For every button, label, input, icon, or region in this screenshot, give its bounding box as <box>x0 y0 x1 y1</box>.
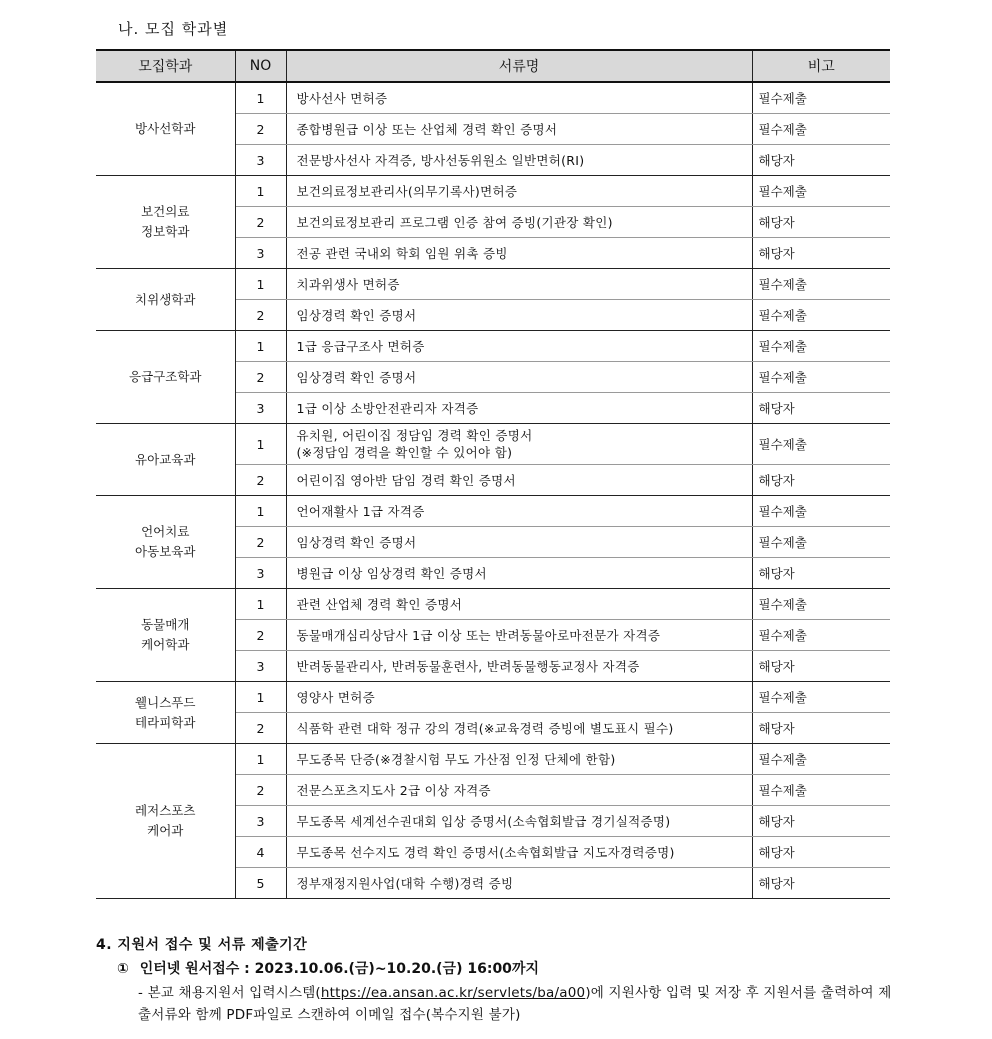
note-cell: 필수제출 <box>752 682 890 713</box>
document-cell: 1급 이상 소방안전관리자 자격증 <box>286 393 752 424</box>
note-cell: 필수제출 <box>752 620 890 651</box>
header-doc: 서류명 <box>286 50 752 82</box>
no-cell: 1 <box>235 82 286 114</box>
note-cell: 필수제출 <box>752 496 890 527</box>
instructions-suffix: )에 지원사항 입력 및 저장 후 지원서를 출력하여 제출서류와 함께 PDF파일로 스캔하여 이메일 접수(복수지원 불가) <box>138 985 892 1023</box>
document-cell: 보건의료정보관리사(의무기록사)면허증 <box>286 176 752 207</box>
application-period <box>117 958 539 978</box>
table-row <box>96 82 890 114</box>
dept-cell: 보건의료 정보학과 <box>96 176 235 269</box>
document-cell: 동물매개심리상담사 1급 이상 또는 반려동물아로마전문가 자격증 <box>286 620 752 651</box>
no-cell: 2 <box>235 207 286 238</box>
note-cell: 해당자 <box>752 238 890 269</box>
note-cell: 필수제출 <box>752 424 890 465</box>
dept-cell: 웰니스푸드 테라피학과 <box>96 682 235 744</box>
dept-cell: 언어치료 아동보육과 <box>96 496 235 589</box>
document-cell: 치과위생사 면허증 <box>286 269 752 300</box>
dept-cell: 레저스포츠 케어과 <box>96 744 235 899</box>
no-cell: 1 <box>235 269 286 300</box>
no-cell: 2 <box>235 362 286 393</box>
note-cell: 해당자 <box>752 145 890 176</box>
note-cell: 해당자 <box>752 713 890 744</box>
document-table <box>96 49 890 899</box>
no-cell: 1 <box>235 589 286 620</box>
note-cell: 필수제출 <box>752 300 890 331</box>
table-row <box>96 331 890 362</box>
document-cell: 언어재활사 1급 자격증 <box>286 496 752 527</box>
dept-cell: 응급구조학과 <box>96 331 235 424</box>
document-cell: 어린이집 영아반 담임 경력 확인 증명서 <box>286 465 752 496</box>
no-cell: 1 <box>235 496 286 527</box>
note-cell: 필수제출 <box>752 176 890 207</box>
no-cell: 5 <box>235 868 286 899</box>
dept-cell: 동물매개 케어학과 <box>96 589 235 682</box>
table-row <box>96 269 890 300</box>
dept-cell: 치위생학과 <box>96 269 235 331</box>
no-cell: 3 <box>235 393 286 424</box>
note-cell: 필수제출 <box>752 589 890 620</box>
document-cell: 관련 산업체 경력 확인 증명서 <box>286 589 752 620</box>
document-cell: 무도종목 선수지도 경력 확인 증명서(소속협회발급 지도자경력증명) <box>286 837 752 868</box>
document-cell: 종합병원급 이상 또는 산업체 경력 확인 증명서 <box>286 114 752 145</box>
table-row <box>96 496 890 527</box>
note-cell: 필수제출 <box>752 269 890 300</box>
note-cell: 해당자 <box>752 806 890 837</box>
document-cell: 전문스포츠지도사 2급 이상 자격증 <box>286 775 752 806</box>
no-cell: 2 <box>235 300 286 331</box>
table-row <box>96 682 890 713</box>
no-cell: 3 <box>235 238 286 269</box>
document-cell: 무도종목 단증(※경찰시험 무도 가산점 인정 단체에 한함) <box>286 744 752 775</box>
note-cell: 필수제출 <box>752 331 890 362</box>
section-heading: 나. 모집 학과별 <box>118 20 229 38</box>
no-cell: 2 <box>235 465 286 496</box>
no-cell: 3 <box>235 145 286 176</box>
no-cell: 3 <box>235 806 286 837</box>
application-period-label: 인터넷 원서접수 : <box>139 961 250 977</box>
dept-cell: 유아교육과 <box>96 424 235 496</box>
no-cell: 1 <box>235 331 286 362</box>
no-cell: 3 <box>235 651 286 682</box>
document-cell: 1급 응급구조사 면허증 <box>286 331 752 362</box>
note-cell: 해당자 <box>752 465 890 496</box>
no-cell: 1 <box>235 682 286 713</box>
note-cell: 해당자 <box>752 558 890 589</box>
document-cell: 유치원, 어린이집 정담임 경력 확인 증명서 (※정담임 경력을 확인할 수 있어야 함) <box>286 424 752 465</box>
document-cell: 보건의료정보관리 프로그램 인증 참여 증빙(기관장 확인) <box>286 207 752 238</box>
document-cell: 임상경력 확인 증명서 <box>286 300 752 331</box>
no-cell: 1 <box>235 744 286 775</box>
no-cell: 2 <box>235 114 286 145</box>
header-dept: 모집학과 <box>96 50 235 82</box>
note-cell: 필수제출 <box>752 527 890 558</box>
document-cell: 임상경력 확인 증명서 <box>286 362 752 393</box>
instructions-prefix: - 본교 채용지원서 입력시스템( <box>138 985 321 1001</box>
note-cell: 필수제출 <box>752 744 890 775</box>
no-cell: 1 <box>235 424 286 465</box>
header-no: NO <box>235 50 286 82</box>
table-header-row <box>96 50 890 82</box>
note-cell: 해당자 <box>752 651 890 682</box>
application-instructions <box>138 982 900 1026</box>
no-cell: 2 <box>235 620 286 651</box>
section-4-title: 4. 지원서 접수 및 서류 제출기간 <box>96 937 308 953</box>
document-cell: 식품학 관련 대학 정규 강의 경력(※교육경력 증빙에 별도표시 필수) <box>286 713 752 744</box>
application-system-link[interactable]: https://ea.ansan.ac.kr/servlets/ba/a00 <box>320 985 586 1001</box>
no-cell: 4 <box>235 837 286 868</box>
table-row <box>96 176 890 207</box>
table-row <box>96 589 890 620</box>
document-cell: 임상경력 확인 증명서 <box>286 527 752 558</box>
document-cell: 병원급 이상 임상경력 확인 증명서 <box>286 558 752 589</box>
note-cell: 필수제출 <box>752 114 890 145</box>
note-cell: 해당자 <box>752 837 890 868</box>
note-cell: 필수제출 <box>752 362 890 393</box>
document-cell: 전공 관련 국내외 학회 임원 위촉 증빙 <box>286 238 752 269</box>
no-cell: 2 <box>235 527 286 558</box>
circled-number-one: ① <box>117 961 129 977</box>
note-cell: 해당자 <box>752 207 890 238</box>
document-cell: 정부재정지원사업(대학 수행)경력 증빙 <box>286 868 752 899</box>
table-row <box>96 424 890 465</box>
no-cell: 3 <box>235 558 286 589</box>
table-row <box>96 744 890 775</box>
note-cell: 필수제출 <box>752 82 890 114</box>
note-cell: 필수제출 <box>752 775 890 806</box>
dept-cell: 방사선학과 <box>96 82 235 176</box>
document-cell: 전문방사선사 자격증, 방사선동위원소 일반면허(RI) <box>286 145 752 176</box>
document-cell: 방사선사 면허증 <box>286 82 752 114</box>
document-cell: 영양사 면허증 <box>286 682 752 713</box>
document-cell: 무도종목 세계선수권대회 입상 증명서(소속협회발급 경기실적증명) <box>286 806 752 837</box>
document-cell: 반려동물관리사, 반려동물훈련사, 반려동물행동교정사 자격증 <box>286 651 752 682</box>
application-period-dates: 2023.10.06.(금)~10.20.(금) 16:00까지 <box>254 961 539 977</box>
note-cell: 해당자 <box>752 393 890 424</box>
header-note: 비고 <box>752 50 890 82</box>
no-cell: 1 <box>235 176 286 207</box>
note-cell: 해당자 <box>752 868 890 899</box>
no-cell: 2 <box>235 775 286 806</box>
no-cell: 2 <box>235 713 286 744</box>
